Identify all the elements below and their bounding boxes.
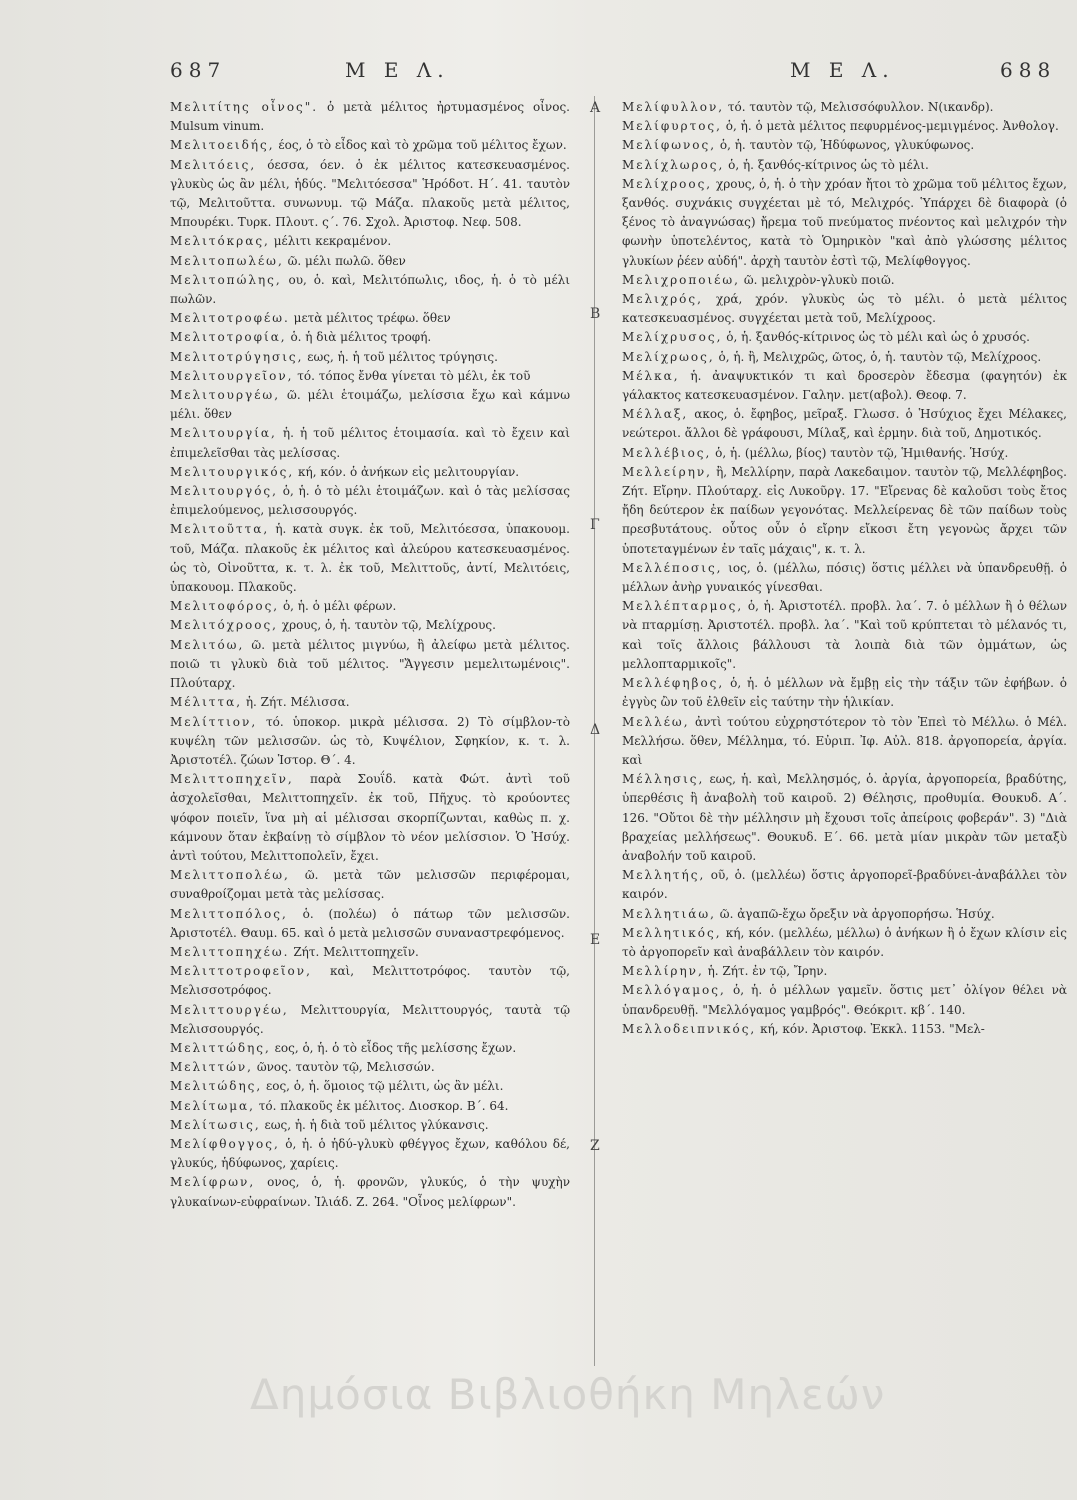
definition: ἢ, Μελλίρην, παρὰ Λακεδαιμον. ταυτὸν τῷ, Μελλέφηβος. Ζήτ. Εἴρην. Πλούταρχ. εἰς Λυκοῦργ. 17. "Εἴρενας δὲ καλοῦσι τοὺς ἔτος ἤδη δεύτερον ἐκ παίδων γεγονότας. Μελλείρενας δὲ τῶν παίδων τοὺς πρεσβυτάτους. οὗτος οὖν ὁ εἴρην εἴκοσι ἔτη γεγονὼς ἄρχει τῶν ὑποτεταγμένων ἐν ταῖς μάχαις", κ. τ. λ. bbox=[622, 464, 1067, 556]
definition: ἡ. κατὰ συγκ. ἐκ τοῦ, Μελιτόεσσα, ὑπακουομ. τοῦ, Μάζα. πλακοῦς ἐκ μέλιτος καὶ ἀλεύρου κατεσκευασμένος. ὡς τὸ, Οἰνοῦττα, κ. τ. λ. ἐκ τοῦ, Μελιττοῦς, ἀντί, Μελιτόεις, ὑπακουομ. Πλακοῦς. bbox=[170, 522, 570, 595]
definition: ακος, ὁ. ἔφηβος, μεῖραξ. Γλωσσ. ὁ Ἡσύχιος ἔχει Μέλακες, νεώτεροι. ἄλλοι δὲ γράφουσι, Μίλαξ, καὶ ἑρμην. διὰ τοῦ, Δημοτικός. bbox=[622, 407, 1067, 441]
lemma: Μελλέποσις, bbox=[622, 560, 723, 575]
entry bbox=[622, 981, 1067, 1019]
lemma: Μελιτόω, bbox=[170, 637, 245, 652]
entry bbox=[170, 463, 570, 482]
entry bbox=[622, 290, 1067, 328]
definition: ὁ, ἡ. (μέλλω, βίος) ταυτὸν τῷ, Ἡμιθανής. Ἡσύχ. bbox=[715, 445, 1009, 460]
entry bbox=[622, 405, 1067, 443]
definition: ὁ, ἡ. Ἀριστοτέλ. προβλ. λα΄. 7. ὁ μέλλων ἢ ὁ θέλων νὰ πταρμίσῃ. Ἀριστοτέλ. προβλ. λα΄. "Καὶ τοῦ κρύπτεται τὸ μέλανός τι, καὶ τοῖς ἄλλοις βάλλουσι τὰ λοιπὰ διὰ τῶν ὀμμάτων, ὡς μελλοπταρμικοῖς". bbox=[622, 599, 1067, 671]
lemma: Μελιτουργός, bbox=[170, 484, 278, 499]
entry bbox=[622, 770, 1067, 866]
definition: έος, ὁ τὸ εἶδος καὶ τὸ χρῶμα τοῦ μέλιτος ἔχων. bbox=[278, 138, 567, 153]
definition: ὁ, ἡ. ξανθός-κίτρινος ὡς τὸ μέλι. bbox=[728, 157, 929, 172]
lemma: Μελιτόχροος, bbox=[170, 618, 278, 633]
definition: χρους, ὁ, ἡ. ταυτὸν τῷ, Μελίχρους. bbox=[281, 618, 496, 633]
entry bbox=[170, 713, 570, 771]
definition: ὁ, ἡ. ὁ ἡδύ-γλυκὺ φθέγγος ἔχων, καθόλου δέ, γλυκύς, ἡδύφωνος, χαρίεις. bbox=[170, 1136, 570, 1171]
section-letter-marker: Β bbox=[590, 306, 601, 322]
entry bbox=[622, 713, 1067, 771]
definition: ὁ, ἡ. ὁ τὸ μέλι ἑτοιμάζων. καὶ ὁ τὰς μελίσσας ἐπιμελούμενος, μελισσουργός. bbox=[170, 484, 570, 518]
entry bbox=[622, 674, 1067, 712]
entry bbox=[170, 1173, 570, 1211]
lemma: Μελιτόεις, bbox=[170, 157, 257, 172]
entry bbox=[170, 348, 570, 367]
lemma: Μέλλησις, bbox=[622, 772, 705, 787]
definition: κή, κόν. Ἀριστοφ. Ἐκκλ. 1153. "Μελ- bbox=[760, 1021, 985, 1036]
entry bbox=[622, 463, 1067, 559]
entry bbox=[170, 1058, 570, 1077]
entry bbox=[170, 252, 570, 271]
lemma: Μελιττοπηχεῖν, bbox=[170, 772, 294, 787]
section-letter-marker: Γ bbox=[590, 517, 600, 533]
lemma: Μελιτοτροφία, bbox=[170, 330, 287, 345]
definition: ῶνος. ταυτὸν τῷ, Μελισσών. bbox=[256, 1060, 435, 1075]
entry bbox=[170, 1116, 570, 1135]
definition: ῶ. ἀγαπῶ-ἔχω ὄρεξιν νὰ ἀργοπορήσω. Ἡσύχ. bbox=[719, 906, 995, 921]
entry bbox=[170, 1001, 570, 1039]
lemma: Μελίφθογγος, bbox=[170, 1136, 280, 1151]
lemma: Μελλέω, bbox=[622, 714, 690, 729]
entry bbox=[622, 559, 1067, 597]
lemma: Μελλητιάω, bbox=[622, 906, 716, 921]
lemma: Μέλκα, bbox=[622, 368, 680, 383]
running-head-right: Μ Ε Λ. bbox=[790, 58, 895, 82]
entry bbox=[170, 770, 570, 866]
library-watermark: Δημόσια Βιβλιοθήκη Μηλεών bbox=[250, 1370, 886, 1419]
definition: χρους, ὁ, ἡ. ὁ τὴν χρόαν ἤτοι τὸ χρῶμα τοῦ μέλιτος ἔχων, ξανθός. συχνάκις συγχέεται μὲ τό, Μελιχρός. Ὑπάρχει δὲ διαφορὰ (ὁ ξένος τὸ ἀναγνώσας) ἤρεμα τοῦ πνεύματος πνέοντος καὶ μελιχρόν τὴν φωνὴν ὑποτελέντος, κατὰ τὸ Ὁμηρικὸν "καὶ ἀπὸ γλώσσης μέλιτος γλυκίων ῥέεν αὐδή". ἀρχὴ ταυτὸν ἐστὶ τῷ, Μελίφθογγος. bbox=[622, 176, 1067, 268]
entry bbox=[622, 924, 1067, 962]
lemma: Μελιτοφόρος, bbox=[170, 599, 280, 614]
left-column bbox=[170, 98, 570, 1356]
entry bbox=[170, 1077, 570, 1096]
lemma: Μελίχροος, bbox=[622, 176, 713, 191]
entry bbox=[622, 444, 1067, 463]
lemma: Μελιτώδης, bbox=[170, 1079, 263, 1094]
definition: ὁ, ἡ. ὁ μέλλων νὰ ἔμβῃ εἰς τὴν τάξιν τῶν ἐφήβων. ὁ ἐγγὺς ὢν τοῦ ἐλθεῖν εἰς ταύτην τὴν ἡλικίαν. bbox=[622, 676, 1067, 710]
entry bbox=[170, 424, 570, 462]
definition: ονος, ὁ, ἡ. φρονῶν, γλυκύς, ὁ τὴν ψυχὴν γλυκαίνων-εὐφραίνων. Ἰλιάδ. Ζ. 264. "Οἶνος μελίφρων". bbox=[170, 1175, 570, 1209]
entry bbox=[622, 136, 1067, 155]
lemma: Μελιτοτροφέω. bbox=[170, 311, 290, 326]
definition: χρά, χρόν. γλυκὺς ὡς τὸ μέλι. ὁ μετὰ μέλιτος κατεσκευασμένος. συγχέεται μετὰ τοῦ, Μελίχροος. bbox=[622, 292, 1067, 326]
definition: όεσσα, όεν. ὁ ἐκ μέλιτος κατεσκευασμένος. γλυκὺς ὡς ἂν μέλι, ἡδύς. "Μελιτόεσσα" Ἡρόδοτ. Η΄. 41. ταυτὸν τῷ, Μελιτοῦττα. συνωνυμ. τῷ Μάζα. πλακοῦς μετὰ μέλιτος, Μπουρέκι. Τυρκ. Πλουτ. ς΄. 76. Σχολ. Ἀριστοφ. Νεφ. 508. bbox=[170, 157, 570, 230]
entry bbox=[622, 271, 1067, 290]
lemma: Μελιττοπηχέω. bbox=[170, 944, 290, 959]
definition: Μελιττουργία, Μελιττουργός, ταυτὰ τῷ Μελισσουργός. bbox=[170, 1002, 570, 1036]
definition: ῶ. μετὰ τῶν μελισσῶν περιφέρομαι, συναθροίζομαι μετὰ τὰς μελίσσας. bbox=[170, 868, 570, 902]
lemma: Μέλλαξ, bbox=[622, 407, 689, 422]
lemma: Μελίχρωος, bbox=[622, 349, 715, 364]
entry bbox=[170, 962, 570, 1000]
lemma: Μελλοδειπνικός, bbox=[622, 1021, 757, 1036]
entry bbox=[170, 328, 570, 347]
page-number-right: 688 bbox=[1000, 58, 1057, 82]
section-letter-marker: Ε bbox=[590, 932, 601, 948]
definition: κή, κόν. (μελλέω, μέλλω) ὁ ἀνήκων ἢ ὁ ἔχων κλίσιν εἰς τὸ ἀργοπορεῖν καὶ ἀναβάλλειν τὸν καιρόν. bbox=[622, 925, 1067, 959]
definition: τό. ὑποκορ. μικρὰ μέλισσα. 2) Τὸ σίμβλον-τὸ κυψέλη τῶν μελισσῶν. ὡς τὸ, Κυψέλιον, Σφηκίον, κ. τ. λ. Ἀριστοτέλ. ζώων Ἱστορ. Θ΄. 4. bbox=[170, 714, 570, 767]
lemma: Μελιττώδης, bbox=[170, 1040, 271, 1055]
entry bbox=[622, 156, 1067, 175]
definition: τό. πλακοῦς ἐκ μέλιτος. Διοσκορ. Β΄. 64. bbox=[258, 1098, 509, 1113]
lemma: Μελλητής, bbox=[622, 868, 706, 883]
entry bbox=[622, 98, 1067, 117]
lemma: Μελιτοτρύγησις, bbox=[170, 349, 304, 364]
definition: ὁ, ἡ. ἢ, Μελιχρῶς, ῶτος, ὁ, ἡ. ταυτὸν τῷ, Μελίχροος. bbox=[718, 349, 1042, 364]
lemma: Μελλείρην, bbox=[622, 464, 712, 479]
lemma: Μελίτωσις, bbox=[170, 1117, 261, 1132]
lemma: Μελιτοειδής, bbox=[170, 138, 275, 153]
definition: ἡ. ἀναψυκτικόν τι καὶ δροσερὸν ἔδεσμα (φαγητόν) ἐκ γάλακτος κατεσκευασμένον. Γαλην. μετ(αβολ). Θεοφ. 7. bbox=[622, 368, 1067, 403]
lemma: Μελλέφηβος, bbox=[622, 676, 725, 691]
entry bbox=[170, 271, 570, 309]
definition: ῶ. μέλι ἑτοιμάζω, μελίσσια ἔχω καὶ κάμνω μέλι. ὅθεν bbox=[170, 388, 570, 422]
lemma: Μελλέπταρμος, bbox=[622, 599, 744, 614]
entry bbox=[170, 943, 570, 962]
entry bbox=[622, 1020, 1067, 1039]
section-letter-marker: Α bbox=[590, 100, 601, 116]
entry bbox=[622, 348, 1067, 367]
lemma: Μελιτοπώλης, bbox=[170, 272, 282, 287]
entry bbox=[622, 905, 1067, 924]
entry bbox=[170, 1039, 570, 1058]
lemma: Μελιτουργέω, bbox=[170, 388, 281, 403]
entry bbox=[622, 117, 1067, 136]
definition: ἡ. Ζήτ. Μέλισσα. bbox=[245, 695, 350, 710]
definition: ὁ, ἡ. ὁ μέλι φέρων. bbox=[282, 599, 397, 614]
definition: τό. τόπος ἔνθα γίνεται τὸ μέλι, ἐκ τοῦ bbox=[297, 368, 531, 383]
lemma: Μελιτοπωλέω, bbox=[170, 253, 284, 268]
definition: ὁ, ἡ. ὁ μέλλων γαμεῖν. ὅστις μετ᾽ ὀλίγον θέλει νὰ ὑπανδρευθῇ. "Μελλόγαμος γαμβρός". Θεόκριτ. κβ΄. 140. bbox=[622, 983, 1067, 1017]
lemma: Μελίχρυσος, bbox=[622, 330, 723, 345]
entry bbox=[622, 175, 1067, 271]
entry bbox=[170, 636, 570, 694]
lemma: Μελίχλωρος, bbox=[622, 157, 725, 172]
entry bbox=[622, 866, 1067, 904]
definition: ἡ. Ζήτ. ἐν τῷ, Ἴρην. bbox=[707, 964, 828, 979]
entry bbox=[170, 386, 570, 424]
lemma: Μελίφυλλον, bbox=[622, 100, 725, 114]
definition: ὁ. ἡ διὰ μέλιτος τροφή. bbox=[290, 330, 432, 345]
definition: καὶ, Μελιττοτρόφος. ταυτὸν τῷ, Μελισσοτρόφος. bbox=[170, 964, 570, 998]
entry bbox=[170, 905, 570, 943]
definition: ῶ. μελιχρὸν-γλυκὺ ποιῶ. bbox=[743, 272, 895, 287]
definition: ὁ, ἡ. ὁ μετὰ μέλιτος πεφυρμένος-μεμιγμένος. Ἀνθολογ. bbox=[725, 119, 1059, 134]
lemma: Μελλέβιος, bbox=[622, 445, 712, 460]
definition: εος, ὁ, ἡ. ὁ τὸ εἶδος τῆς μελίσσης ἔχων. bbox=[274, 1040, 517, 1055]
definition: παρὰ Σουΐδ. κατὰ Φώτ. ἀντὶ τοῦ ἀσχολεῖσθαι, Μελιττοπηχεῖν. ἐκ τοῦ, Πῆχυς. τὸ κρούοντες ψόφον ποιεῖν, ἵνα μὴ αἱ μέλισσαι σκορπίζωνται, καθὼς π. χ. κάμνουν ὅταν ἐκβαίνῃ τὸ σίμβλον τὸ νέον μελίσσιον. Ὁ Ἡσύχ. ἀντὶ τούτου, Μελιττοπολεῖν, ἔχει. bbox=[170, 772, 570, 863]
definition: ὁ μετὰ μέλιτος ἠρτυμασμένος οἶνος. Mulsum vinum. bbox=[170, 100, 570, 134]
entry bbox=[622, 597, 1067, 674]
entry bbox=[170, 367, 570, 386]
lemma: Μελιττοπόλος, bbox=[170, 906, 288, 921]
definition: εως, ἡ. ἡ τοῦ μέλιτος τρύγησις. bbox=[307, 349, 498, 364]
entry bbox=[622, 328, 1067, 347]
lemma: Μελίττιον, bbox=[170, 714, 258, 729]
definition: ὁ. (πολέω) ὁ πάτωρ τῶν μελισσῶν. Ἀριστοτέλ. Θαυμ. 65. καὶ ὁ μετὰ μελισσῶν συναναστρεφόμενος. bbox=[170, 906, 570, 940]
right-column bbox=[622, 98, 1067, 1356]
lemma: Μελλίρην, bbox=[622, 964, 704, 979]
entry bbox=[170, 136, 570, 155]
entry bbox=[170, 309, 570, 328]
lemma: Μέλιττα, bbox=[170, 695, 243, 710]
entry bbox=[170, 232, 570, 251]
section-letter-marker: Ζ bbox=[590, 1138, 600, 1154]
entry bbox=[170, 156, 570, 233]
entry bbox=[170, 482, 570, 520]
lemma: Μελίφυρτος, bbox=[622, 119, 722, 134]
definition: ἀντὶ τούτου εὐχρηστότερον τὸ τὸν Ἐπεὶ τὸ Μέλλω. ὁ Μέλ. Μελλήσω. ὅθεν, Μέλλημα, τό. Εὐριπ. Ἰφ. Αὐλ. 818. ἀργοπορεία, ἀργία. καὶ bbox=[622, 714, 1067, 767]
entry bbox=[170, 98, 570, 136]
definition: ὁ, ἡ. ταυτὸν τῷ, Ἡδύφωνος, γλυκύφωνος. bbox=[719, 138, 975, 153]
definition: μέλιτι κεκραμένον. bbox=[273, 234, 392, 249]
definition: κή, κόν. ὁ ἀνήκων εἰς μελιτουργίαν. bbox=[298, 464, 520, 479]
lemma: Μελλητικός, bbox=[622, 925, 722, 940]
lemma: Μελιττοπολέω, bbox=[170, 868, 290, 883]
entry bbox=[170, 520, 570, 597]
lemma: Μελιτουργεῖον, bbox=[170, 368, 294, 383]
lemma: Μελιχρός, bbox=[622, 292, 703, 307]
lemma: Μελιττουργέω, bbox=[170, 1002, 289, 1017]
entry bbox=[170, 1097, 570, 1116]
lemma: Μελιτίτης οἶνος". bbox=[170, 100, 319, 114]
lemma: Μελιτοῦττα, bbox=[170, 522, 270, 537]
definition: ου, ὁ. καὶ, Μελιτόπωλις, ιδος, ἡ. ὁ τὸ μέλι πωλῶν. bbox=[170, 272, 570, 307]
definition: τό. ταυτὸν τῷ, Μελισσόφυλλον. Ν(ικανδρ). bbox=[727, 100, 994, 114]
section-letter-marker: Δ bbox=[590, 722, 601, 738]
definition: εος, ὁ, ἡ. ὅμοιος τῷ μέλιτι, ὡς ἂν μέλι. bbox=[266, 1079, 504, 1094]
entry bbox=[622, 367, 1067, 405]
lemma: Μελιχροπο​ιέω, bbox=[622, 272, 740, 287]
definition: ὁ, ἡ. ξανθός-κίτρινος ὡς τὸ μέλι καὶ ὡς ὁ χρυσός. bbox=[726, 330, 1030, 345]
lemma: Μελίφρων, bbox=[170, 1175, 256, 1190]
definition: μετὰ μέλιτος τρέφω. ὅθεν bbox=[293, 311, 451, 326]
definition: ιος, ὁ. (μέλλω, πόσις) ὅστις μέλλει νὰ ὑπανδρευθῇ. ὁ μέλλων ἀνὴρ γυναικός γίνεσθαι. bbox=[622, 560, 1067, 595]
lemma: Μελλόγαμος, bbox=[622, 983, 726, 998]
lemma: Μελιτουργία, bbox=[170, 426, 277, 441]
lemma: Μελιτόκρας, bbox=[170, 234, 270, 249]
definition: Ζήτ. Μελιττοπηχεῖν. bbox=[293, 944, 419, 959]
page-number-left: 687 bbox=[170, 58, 227, 82]
definition: εως, ἡ. καὶ, Μελλησμός, ὁ. ἀργία, ἀργοπορεία, βραδύτης, ὑπερθέσις ἢ ἀναβολὴ τοῦ καιροῦ. 2) Θέλησις, προθυμία. Θουκυδ. Α΄. 126. "Οὔτοι δὲ τὴν μέλλησιν μὴ ἔχουσι τοῖς ἀπείροις φοβεράν". 3) "Διὰ βραχείας μελλήσεως". Θουκυδ. Ε΄. 66. μετὰ μίαν μικρὰν τῶν μεταξὺ ἀναβολήν τοῦ καιροῦ. bbox=[622, 772, 1067, 863]
running-head-left: Μ Ε Λ. bbox=[345, 58, 450, 82]
definition: ἡ. ἡ τοῦ μέλιτος ἑτοιμασία. καὶ τὸ ἔχειν καὶ ἐπιμελεῖσθαι τὰς μελίσσας. bbox=[170, 426, 570, 460]
lemma: Μελιττών, bbox=[170, 1060, 253, 1075]
definition: ῶ. μέλι πωλῶ. ὅθεν bbox=[287, 253, 406, 268]
entry bbox=[170, 1135, 570, 1173]
lemma: Μελιττοτροφεῖον, bbox=[170, 964, 312, 979]
definition: ῶ. μετὰ μέλιτος μιγνύω, ἢ ἀλείφω μετὰ μέλιτος. ποιῶ τι γλυκὺ διὰ τοῦ μέλιτος. "Ἄγγεσιν μεμελιτωμένοις". Πλούταρχ. bbox=[170, 637, 570, 691]
entry bbox=[622, 962, 1067, 981]
lemma: Μελίφωνος, bbox=[622, 138, 717, 153]
entry bbox=[170, 597, 570, 616]
lemma: Μελιτουργικός, bbox=[170, 464, 295, 479]
entry bbox=[170, 693, 570, 712]
definition: οῦ, ὁ. (μελλέω) ὅστις ἀργοπορεῖ-βραδύνει-ἀναβάλλει τὸν καιρόν. bbox=[622, 868, 1067, 902]
entry bbox=[170, 616, 570, 635]
definition: εως, ἡ. ἡ διὰ τοῦ μέλιτος γλύκανσις. bbox=[264, 1117, 489, 1132]
lemma: Μελίτωμα, bbox=[170, 1098, 255, 1113]
entry bbox=[170, 866, 570, 904]
